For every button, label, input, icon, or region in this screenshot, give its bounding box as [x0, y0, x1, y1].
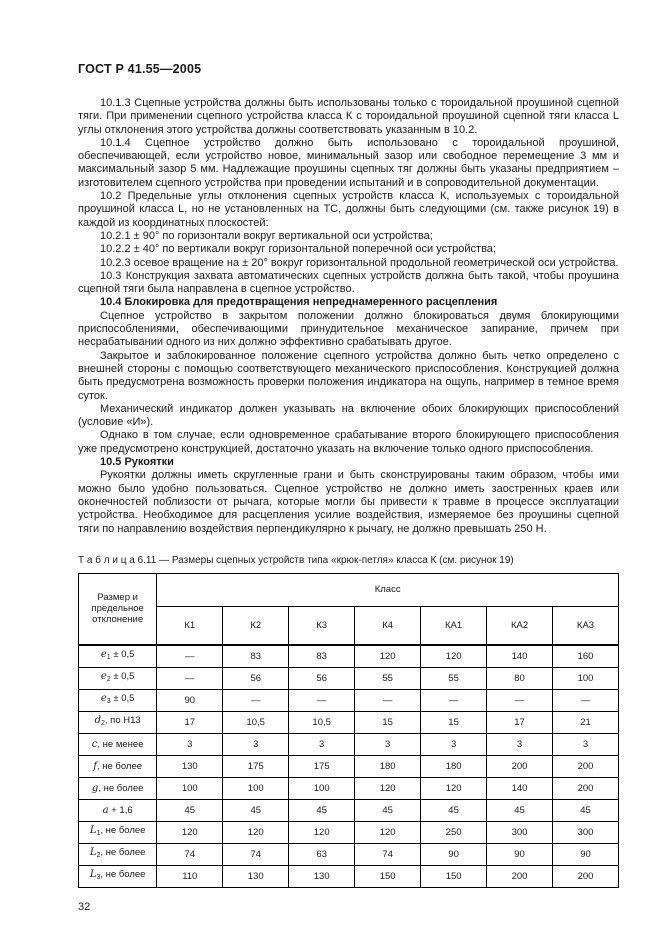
table-cell: 130	[223, 865, 289, 887]
table-cell: 45	[289, 799, 355, 821]
table-cell: 300	[553, 821, 619, 843]
table-cell: 100	[223, 777, 289, 799]
table-row	[79, 755, 619, 777]
row-label: f, не более	[79, 755, 157, 777]
table-cell: —	[487, 689, 553, 711]
table-cell: 130	[289, 865, 355, 887]
table-cell: —	[223, 689, 289, 711]
table-cell: 120	[355, 645, 421, 668]
table-cell: 3	[223, 733, 289, 755]
table-cell: 200	[487, 755, 553, 777]
table-cell: 120	[223, 821, 289, 843]
table-cell: 55	[355, 667, 421, 689]
table-cell: 45	[553, 799, 619, 821]
paragraph: 10.3 Конструкция захвата автоматических сцепных устройств должна быть такой, чтобы проушина сцепной тяги была направлена в сцепное устройство.	[78, 269, 619, 296]
table-caption: Т а б л и ц а 6.11 — Размеры сцепных устройств типа «крюк-петля» класса К (см. рисунок 19)	[78, 554, 514, 566]
row-label: $L_2$, не более	[79, 843, 157, 865]
section-heading: 10.4 Блокировка для предотвращения непреднамеренного расцепления	[100, 296, 498, 309]
row-label: $e_1 \pm 0,5$	[79, 645, 157, 668]
table-cell: 120	[355, 821, 421, 843]
table-cell: 150	[355, 865, 421, 887]
table-cell: 83	[223, 645, 289, 668]
document-title: ГОСТ Р 41.55—2005	[78, 62, 202, 76]
table-cell: 15	[421, 711, 487, 733]
column-header: К1	[157, 606, 223, 645]
table-cell: —	[157, 667, 223, 689]
paragraph: Рукоятки должны иметь скругленные грани и быть сконструированы таким образом, чтобы ими можно было удобно пользоваться. Сцепное устройство не должно иметь заостренных краев или оконечностей поблизости от рычага, которые могли бы привести к травме в процессе эксплуатации устройства. Необходимое для расцепления усилие воздействия, измеряемое без проушины сцепной тяги по направлению воздействия перпендикулярно к рычагу, не должно превышать 250 Н.	[78, 469, 619, 535]
table-cell: 21	[553, 711, 619, 733]
table-cell: 74	[157, 843, 223, 865]
table-cell: 200	[487, 865, 553, 887]
paragraph: Закрытое и заблокированное положение сцепного устройства должно быть четко определено с внешней стороны с помощью соответствующего механического приспособления. Конструкцией должна быть предусмотрена возможность проверки положения индикатора на ощупь, например в темное время суток.	[78, 349, 619, 402]
table-cell: 56	[223, 667, 289, 689]
table-cell: 250	[421, 821, 487, 843]
table-corner-header: Размер и предельное отклонение	[79, 573, 157, 645]
table-cell: 200	[553, 755, 619, 777]
paragraph: 10.2.1 ± 90° по горизонтали вокруг вертикальной оси устройства;	[100, 229, 433, 242]
table-cell: 90	[157, 689, 223, 711]
column-header: К3	[289, 606, 355, 645]
section-heading: 10.5 Рукоятки	[100, 456, 174, 469]
table-cell: —	[289, 689, 355, 711]
table-cell: 17	[157, 711, 223, 733]
table-cell: 63	[289, 843, 355, 865]
table-cell: 17	[487, 711, 553, 733]
page-number: 32	[78, 900, 91, 913]
table-cell: 120	[421, 777, 487, 799]
table-cell: 45	[355, 799, 421, 821]
table-cell: 56	[289, 667, 355, 689]
row-label: $d_2$, по Н13	[79, 711, 157, 733]
paragraph: Однако в том случае, если одновременное срабатывание второго блокирующего приспособления уже предусмотрено конструкцией, достаточно указать на включение только одного приспособления.	[78, 429, 619, 455]
table-cell: 200	[553, 865, 619, 887]
table-cell: 100	[553, 667, 619, 689]
row-label: g, не более	[79, 777, 157, 799]
table-cell: 300	[487, 821, 553, 843]
table-cell: 3	[355, 733, 421, 755]
table-cell: 10,5	[289, 711, 355, 733]
table-cell: 110	[157, 865, 223, 887]
row-label: $e_2 \pm 0,5$	[79, 667, 157, 689]
table-cell: 200	[553, 777, 619, 799]
table-row	[79, 711, 619, 733]
table-cell: —	[355, 689, 421, 711]
column-header: КА2	[487, 606, 553, 645]
table-row	[79, 777, 619, 799]
table-cell: 140	[487, 645, 553, 668]
paragraph: Сцепное устройство в закрытом положении должно блокироваться двумя блокирующими приспособлениями, обеспечивающими принудительное механическое запирание, причем при несрабатывании одного из них должно эффективно срабатывать другое.	[78, 309, 619, 349]
table-6-11	[78, 573, 619, 888]
table-cell: 15	[355, 711, 421, 733]
table-cell: 150	[421, 865, 487, 887]
table-cell: 45	[157, 799, 223, 821]
paragraph: 10.2.2 ± 40° по вертикали вокруг горизонтальной поперечной оси устройства;	[100, 243, 496, 256]
table-cell: 90	[421, 843, 487, 865]
table-row	[79, 843, 619, 865]
table-cell: 3	[421, 733, 487, 755]
table-cell: 3	[289, 733, 355, 755]
table-cell: 74	[223, 843, 289, 865]
table-row	[79, 733, 619, 755]
table-cell: 180	[355, 755, 421, 777]
paragraph: Механический индикатор должен указывать на включение обоих блокирующих приспособлений (условие «И»).	[78, 402, 619, 429]
table-row	[79, 689, 619, 711]
paragraph: 10.1.4 Сцепное устройство должно быть использовано с тороидальной проушиной, обеспечивающей, если устройство новое, минимальный зазор или свободное перемещение 3 мм и максимальный зазор 5 мм. Надлежащие проушины сцепных тяг должны быть указаны предприятием – изготовителем сцепного устройства при проведении испытаний и в сопроводительной документации.	[78, 136, 619, 189]
paragraph: 10.2 Предельные углы отклонения сцепных устройств класса К, используемых с тороидальной проушиной класса L, но не установленных на ТС, должны быть следующими (см. также рисунок 19) в каждой из координатных плоскостей:	[78, 190, 619, 229]
table-cell: 90	[553, 843, 619, 865]
table-group-header: Класс	[157, 573, 619, 606]
table-cell: 74	[355, 843, 421, 865]
table-cell: 130	[157, 755, 223, 777]
table-cell: 120	[157, 821, 223, 843]
body-text	[78, 97, 619, 536]
column-header: КА3	[553, 606, 619, 645]
column-header: К4	[355, 606, 421, 645]
table-cell: 45	[223, 799, 289, 821]
table-row	[79, 799, 619, 821]
table-row	[79, 667, 619, 689]
table-cell: 120	[289, 821, 355, 843]
column-header: К2	[223, 606, 289, 645]
paragraph: 10.2.3 осевое вращение на ± 20° вокруг горизонтальной продольной геометрической оси устройства.	[100, 256, 619, 269]
table-cell: 3	[157, 733, 223, 755]
table-cell: 10,5	[223, 711, 289, 733]
table-cell: 180	[421, 755, 487, 777]
row-label: $e_3 \pm 0,5$	[79, 689, 157, 711]
table-cell: 100	[157, 777, 223, 799]
table-cell: 120	[355, 777, 421, 799]
paragraph: 10.1.3 Сцепные устройства должны быть использованы только с тороидальной проушиной сцепной тяги. При применении сцепного устройства класса К с тороидальной проушиной сцепной тяги класса L углы отклонения этого устройства должны соответствовать указанным в 10.2.	[78, 97, 619, 136]
table-cell: 90	[487, 843, 553, 865]
table-cell: 55	[421, 667, 487, 689]
table-cell: 45	[421, 799, 487, 821]
row-label: a + 1,6	[79, 799, 157, 821]
table-cell: —	[157, 645, 223, 668]
row-label: c, не менее	[79, 733, 157, 755]
row-label: $L_3$, не более	[79, 865, 157, 887]
table-cell: 3	[487, 733, 553, 755]
column-header: КА1	[421, 606, 487, 645]
table-row	[79, 645, 619, 668]
table-cell: —	[421, 689, 487, 711]
table-cell: 175	[289, 755, 355, 777]
table-row	[79, 821, 619, 843]
table-cell: 100	[289, 777, 355, 799]
table-cell: 140	[487, 777, 553, 799]
table-cell: 160	[553, 645, 619, 668]
table-cell: 3	[553, 733, 619, 755]
table-row	[79, 865, 619, 887]
table-cell: 175	[223, 755, 289, 777]
table-cell: 45	[487, 799, 553, 821]
row-label: $L_1$, не более	[79, 821, 157, 843]
table-cell: 120	[421, 645, 487, 668]
table-cell: 80	[487, 667, 553, 689]
table-cell: 83	[289, 645, 355, 668]
table-cell: —	[553, 689, 619, 711]
